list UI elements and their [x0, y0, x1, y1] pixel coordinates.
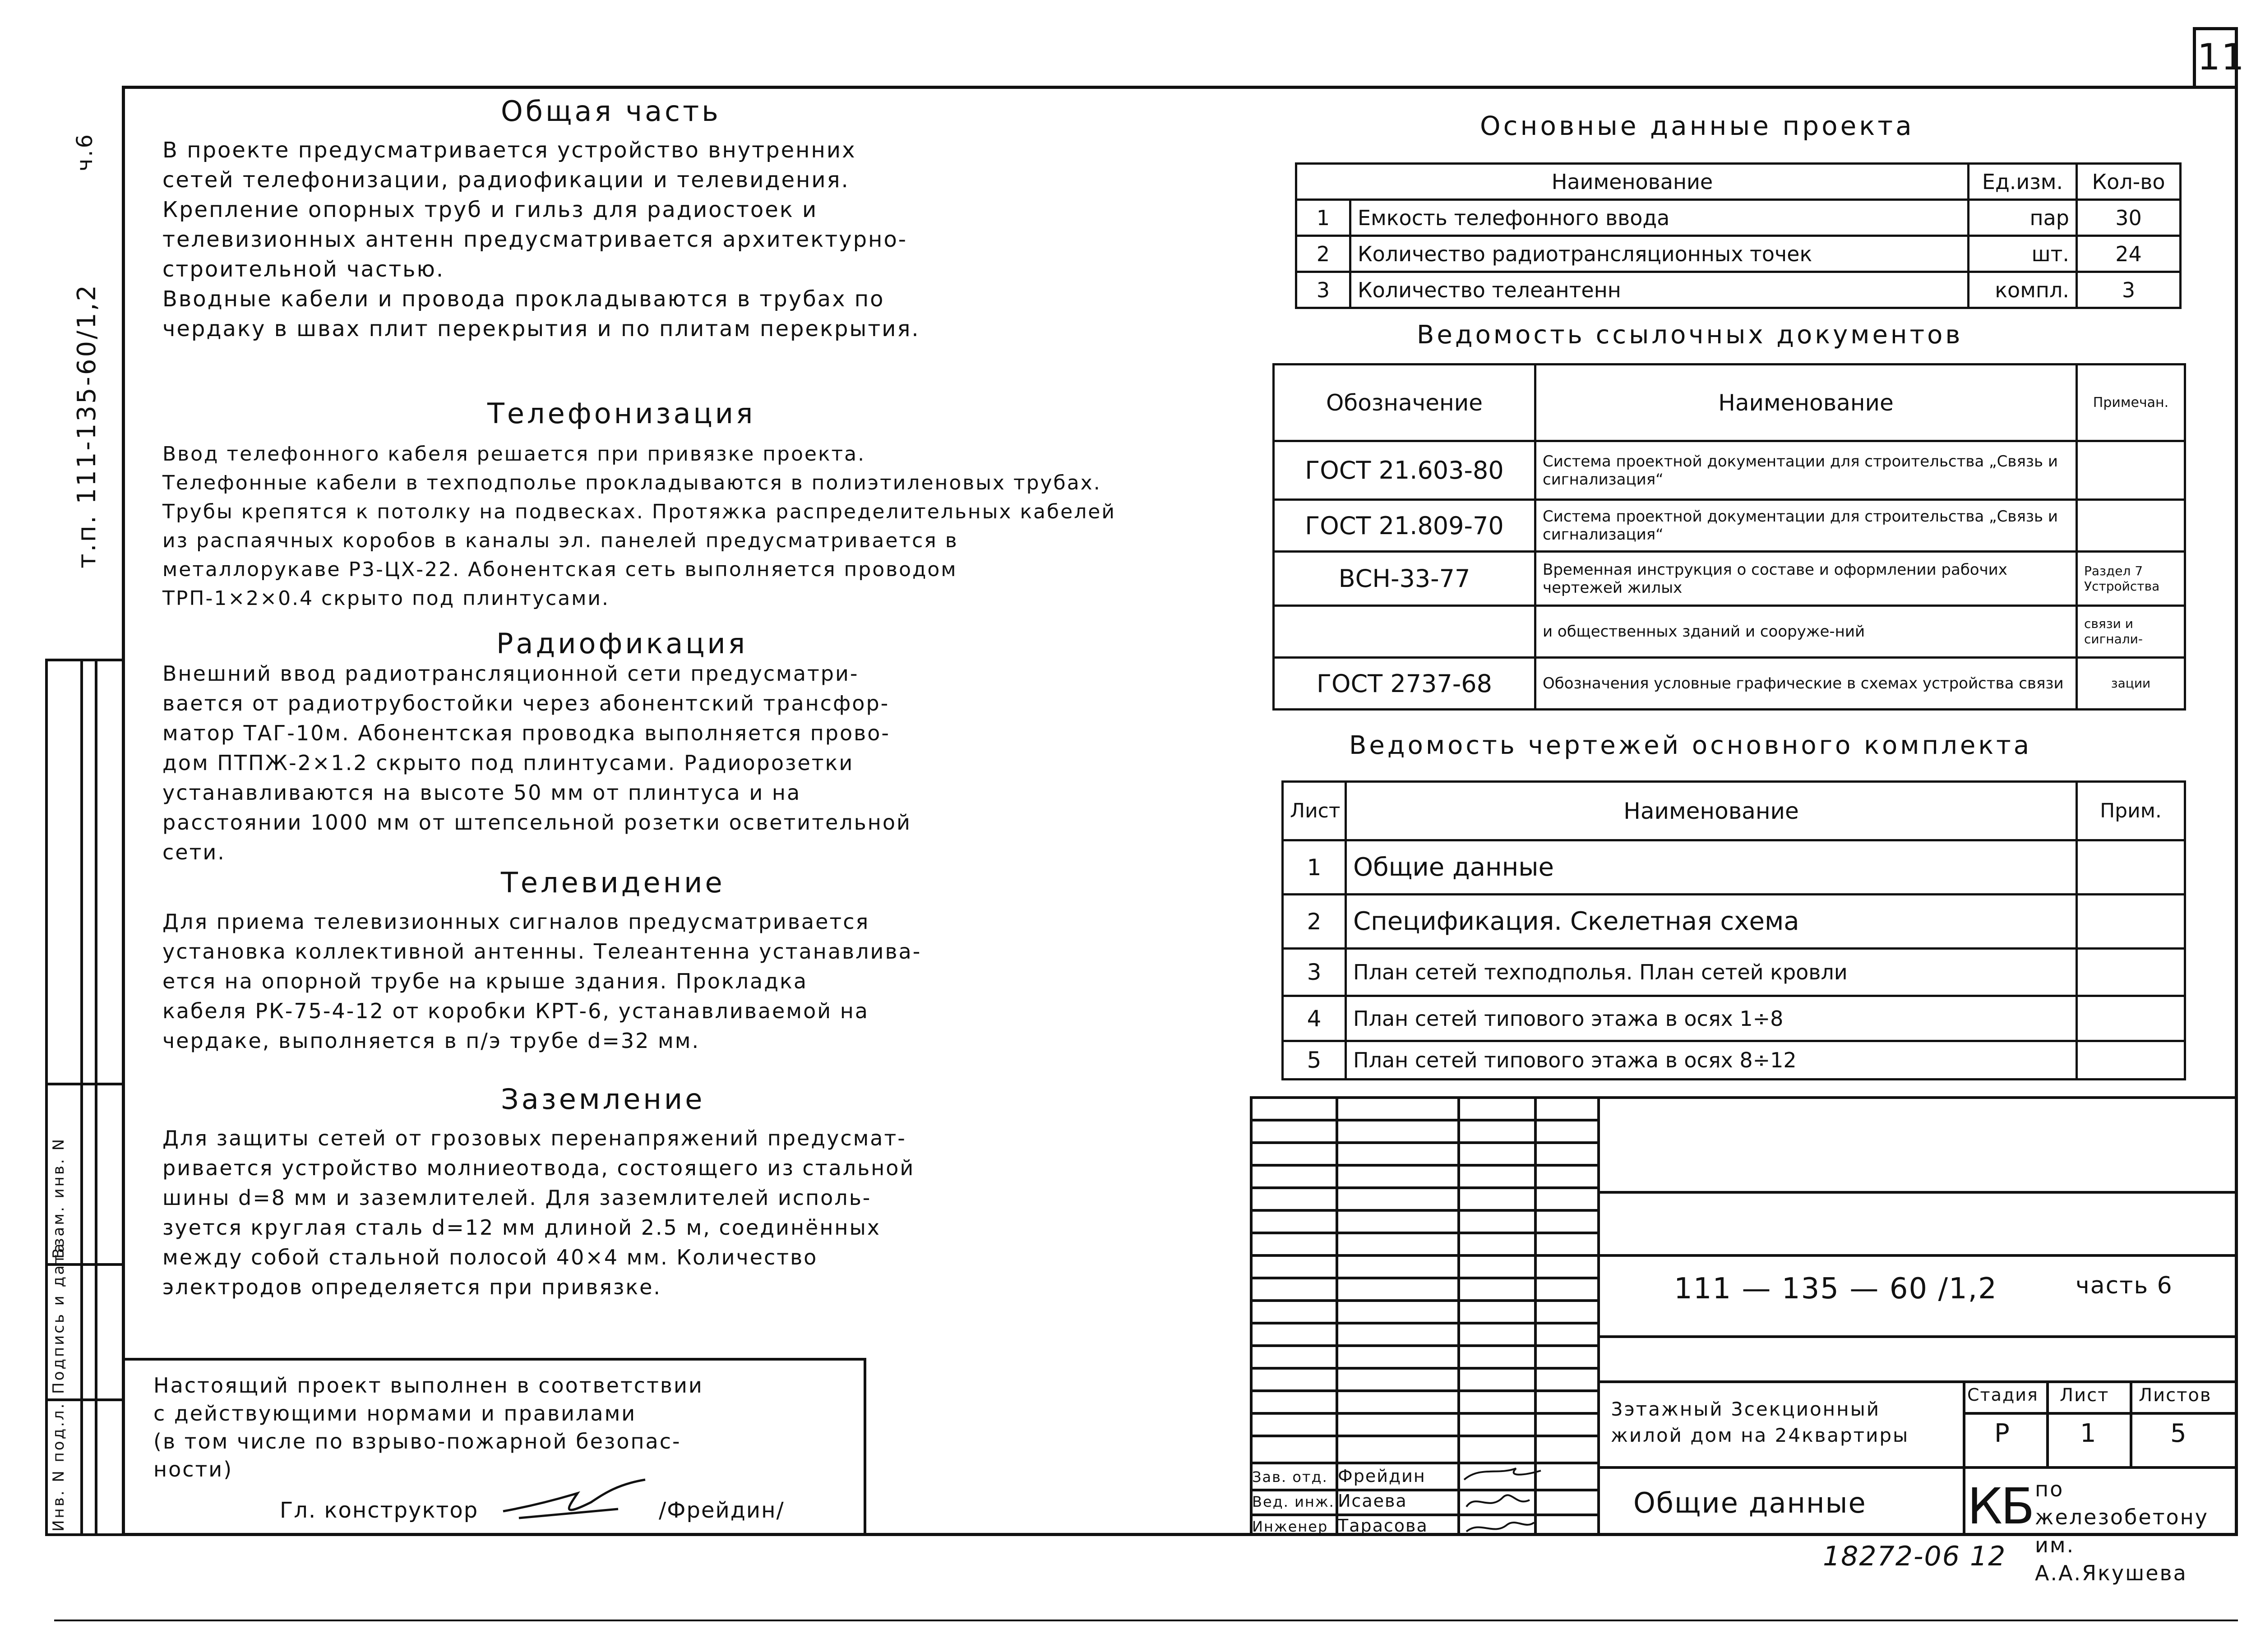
- role-eng: Инженер: [1252, 1518, 1328, 1535]
- drawings-title: Ведомость чертежей основного комплекта: [1349, 731, 2032, 760]
- general-text: В проекте предусматривается устройство внутренних сетей телефонизации, радиофикации и телевидения. Крепление опорных труб и гильз для радиостоек и телевизионных антенн предусматривается архитектурно- строительной частью. Вводные кабели и провода прокладываются в трубах по чердаку в швах плит перекрытия и по плитам перекрытия.: [162, 138, 920, 341]
- stamp-h1: [1250, 1119, 1597, 1121]
- stamp-h16: [1250, 1462, 1597, 1464]
- strip-h-1: [45, 1083, 122, 1085]
- stamp-h14: [1250, 1412, 1597, 1415]
- signer-name: /Фрейдин/: [659, 1498, 785, 1523]
- stamp-stage: Р: [1994, 1419, 2011, 1448]
- stamp-r-v1: [1963, 1380, 1965, 1536]
- drawings-row-name: Спецификация. Скелетная схема: [1346, 895, 2077, 949]
- refs-row-name: Обозначения условные графические в схемах устройства связи: [1535, 658, 2077, 710]
- drawings-row-note: [2077, 949, 2185, 996]
- refs-row-note: Раздел 7 Устройства: [2077, 552, 2185, 606]
- stamp-object: 3этажный 3секционный жилой дом на 24квартиры: [1611, 1398, 1909, 1446]
- drawings-header-sheet: Лист: [1283, 782, 1346, 840]
- main-row-unit: компл.: [1969, 272, 2077, 308]
- drawings-row-name: План сетей типового этажа в осях 1÷8: [1346, 996, 2077, 1041]
- main-row-unit: шт.: [1969, 236, 2077, 272]
- stamp-sheets: 5: [2170, 1419, 2187, 1448]
- sheet-number: 11: [2197, 36, 2245, 78]
- general-title: Общая часть: [501, 95, 721, 128]
- refs-row-note: связи и сигнали-: [2077, 606, 2185, 658]
- stamp-h7: [1250, 1254, 1597, 1257]
- refs-table: [1272, 363, 2186, 711]
- footer-number: 18272-06 12: [1823, 1541, 2006, 1572]
- drawings-row-note: [2077, 1041, 2185, 1080]
- main-row-qty: 3: [2077, 272, 2181, 308]
- drawings-table: [1281, 780, 2186, 1080]
- drawings-row-name: План сетей техподполья. План сетей кровли: [1346, 949, 2077, 996]
- stamp-r-h6: [1963, 1412, 2238, 1415]
- drawings-row-note: [2077, 996, 2185, 1041]
- refs-row-note: зации: [2077, 658, 2185, 710]
- refs-header-name: Наименование: [1535, 365, 2077, 441]
- stamp-v2: [1457, 1096, 1460, 1536]
- refs-header-code: Обозначение: [1274, 365, 1535, 441]
- signer-role: Гл. конструктор: [280, 1498, 479, 1523]
- ground-title: Заземление: [501, 1083, 705, 1116]
- main-row-num: 1: [1296, 200, 1350, 236]
- radio-title: Радиофикация: [496, 627, 748, 660]
- refs-row-name: Временная инструкция о составе и оформлении рабочих чертежей жилых: [1535, 552, 2077, 606]
- stamp-org-mark: КБ: [1967, 1477, 2033, 1535]
- stamp-h2: [1250, 1141, 1597, 1144]
- stamp-r-h3: [1597, 1335, 2238, 1338]
- refs-row-note: [2077, 441, 2185, 500]
- chief-signature: [501, 1475, 650, 1527]
- stamp-v4: [1597, 1096, 1600, 1536]
- refs-row-code: ГОСТ 21.809-70: [1274, 500, 1535, 552]
- refs-header-note: Примечан.: [2077, 365, 2185, 441]
- main-data-title: Основные данные проекта: [1480, 111, 1914, 141]
- role-eng-name: Тарасова: [1338, 1516, 1428, 1536]
- sheet-box-top-line: [2193, 27, 2238, 30]
- stamp-doc-name: Общие данные: [1633, 1486, 1867, 1519]
- main-data-table: [1295, 162, 2182, 309]
- stamp-org: по железобетону им. А.А.Якушева: [2035, 1477, 2209, 1585]
- stamp-sheets-label: Листов: [2139, 1385, 2212, 1406]
- drawings-row-sheet: 2: [1283, 895, 1346, 949]
- refs-row-code: ГОСТ 2737-68: [1274, 658, 1535, 710]
- drawings-row-sheet: 3: [1283, 949, 1346, 996]
- strip-line-1: [80, 659, 83, 1536]
- radio-text: Внешний ввод радиотрансляционной сети предусматри- вается от радиотрубостойки через абонентский трансфор- матор ТАГ-10м. Абонентская проводка выполняется прово- дом ПТПЖ-2×1.2 скрыто под плинтусами. Радиорозетки устанавливаются на высоте 50 мм от плинтуса и на расстоянии 1000 мм от штепсельной розетки осветительной сети.: [162, 661, 911, 864]
- refs-row-code: ВСН-33-77: [1274, 552, 1535, 606]
- strip-label-repl: Взам. инв. N: [50, 1137, 68, 1259]
- drawings-header-name: Наименование: [1346, 782, 2077, 840]
- stamp-r-h2: [1597, 1254, 2238, 1257]
- strip-h-3: [45, 1398, 122, 1401]
- refs-row-name: Система проектной документации для строительства „Связь и сигнализация“: [1535, 441, 2077, 500]
- stamp-r-h1: [1597, 1191, 2238, 1194]
- margin-part: ч.6: [72, 132, 97, 171]
- stamp-h11: [1250, 1344, 1597, 1347]
- compliance-text: Настоящий проект выполнен в соответствии с действующими нормами и правилами (в том числе по взрыво-пожарной безопас- ности): [153, 1373, 703, 1481]
- main-header-name: Наименование: [1296, 164, 1969, 200]
- refs-row-note: [2077, 500, 2185, 552]
- main-row-num: 2: [1296, 236, 1350, 272]
- main-row-name: Емкость телефонного ввода: [1350, 200, 1969, 236]
- stamp-r-v3: [2130, 1380, 2132, 1466]
- stamp-h17: [1250, 1489, 1597, 1491]
- drawings-row-name: Общие данные: [1346, 840, 2077, 895]
- drawings-row-name: План сетей типового этажа в осях 8÷12: [1346, 1041, 2077, 1080]
- stamp-code: 111 — 135 — 60 /1,2: [1674, 1272, 1997, 1306]
- main-row-name: Количество радиотрансляционных точек: [1350, 236, 1969, 272]
- stamp-h13: [1250, 1389, 1597, 1392]
- stamp-sheet-label: Лист: [2060, 1385, 2109, 1406]
- stamp-r-h4: [1597, 1380, 2238, 1383]
- role-lead-name: Исаева: [1338, 1491, 1407, 1511]
- stamp-h15: [1250, 1435, 1597, 1437]
- main-header-unit: Ед.изм.: [1969, 164, 2077, 200]
- stamp-r-h5: [1597, 1466, 2238, 1469]
- drawings-row-sheet: 5: [1283, 1041, 1346, 1080]
- stamp-h9: [1250, 1299, 1597, 1302]
- strip-line-2: [95, 659, 97, 1536]
- stamp-h12: [1250, 1367, 1597, 1370]
- stamp-part: часть 6: [2076, 1272, 2173, 1299]
- drawings-row-note: [2077, 895, 2185, 949]
- bottom-rule: [54, 1620, 2238, 1621]
- stamp-h10: [1250, 1322, 1597, 1324]
- role-head-name: Фрейдин: [1338, 1466, 1426, 1486]
- main-row-qty: 30: [2077, 200, 2181, 236]
- refs-title: Ведомость ссылочных документов: [1417, 320, 1963, 350]
- tv-text: Для приема телевизионных сигналов предусматривается установка коллективной антенны. Телеантенна устанавлива- ется на опорной трубе на крыше здания. Прокладка кабеля РК-75-4-12 от коробки КРТ-6, устанавливаемой на чердаке, выполняется в п/э трубе d=32 мм.: [162, 909, 922, 1053]
- stamp-r-v2: [2046, 1380, 2049, 1466]
- stamp-sheet: 1: [2080, 1419, 2097, 1448]
- drawings-row-sheet: 4: [1283, 996, 1346, 1041]
- stamp-stage-label: Стадия: [1967, 1385, 2039, 1405]
- main-header-qty: Кол-во: [2077, 164, 2181, 200]
- telephone-title: Телефонизация: [487, 397, 756, 430]
- strip-label-inv: Инв. N под.л.: [50, 1402, 68, 1532]
- ground-text: Для защиты сетей от грозовых перенапряжений предусмат- ривается устройство молниеотвода, состоящего из стальной шины d=8 мм и заземлителей. Для заземлителей исполь- зуется круглая сталь d=12 мм длиной 2.5 м, соединённых между собой стальной полосой 40×4 мм. Количество электродов определяется при привязке.: [162, 1126, 915, 1299]
- role-head: Зав. отд.: [1252, 1468, 1328, 1486]
- tv-title: Телевидение: [501, 866, 725, 899]
- margin-code: т.п. 111-135-60/1,2: [72, 283, 102, 568]
- refs-row-name: Система проектной документации для строительства „Связь и сигнализация“: [1535, 500, 2077, 552]
- main-row-name: Количество телеантенн: [1350, 272, 1969, 308]
- role-lead: Вед. инж.: [1252, 1493, 1335, 1510]
- refs-row-code: ГОСТ 21.603-80: [1274, 441, 1535, 500]
- refs-row-name: и общественных зданий и сооруже-ний: [1535, 606, 2077, 658]
- stamp-h6: [1250, 1232, 1597, 1234]
- stamp-h5: [1250, 1209, 1597, 1212]
- drawings-row-note: [2077, 840, 2185, 895]
- stamp-h8: [1250, 1277, 1597, 1279]
- main-row-unit: пар: [1969, 200, 2077, 236]
- stamp-h3: [1250, 1164, 1597, 1167]
- main-row-num: 3: [1296, 272, 1350, 308]
- telephone-text: Ввод телефонного кабеля решается при привязке проекта. Телефонные кабели в техподполье прокладываются в полиэтиленовых трубах. Трубы крепятся к потолку на подвесках. Протяжка распределительных кабелей из распаячных коробов в каналы эл. панелей предусматривается в металлорукаве Р3-ЦХ-22. Абонентская сеть выполняется проводом ТРП-1×2×0.4 скрыто под плинтусами.: [162, 443, 1116, 610]
- stamp-h4: [1250, 1186, 1597, 1189]
- drawings-row-sheet: 1: [1283, 840, 1346, 895]
- main-row-qty: 24: [2077, 236, 2181, 272]
- refs-row-code: [1274, 606, 1535, 658]
- stamp-signatures: [1462, 1462, 1543, 1540]
- strip-label-sign: Подпись и дата: [50, 1241, 68, 1394]
- drawings-header-note: Прим.: [2077, 782, 2185, 840]
